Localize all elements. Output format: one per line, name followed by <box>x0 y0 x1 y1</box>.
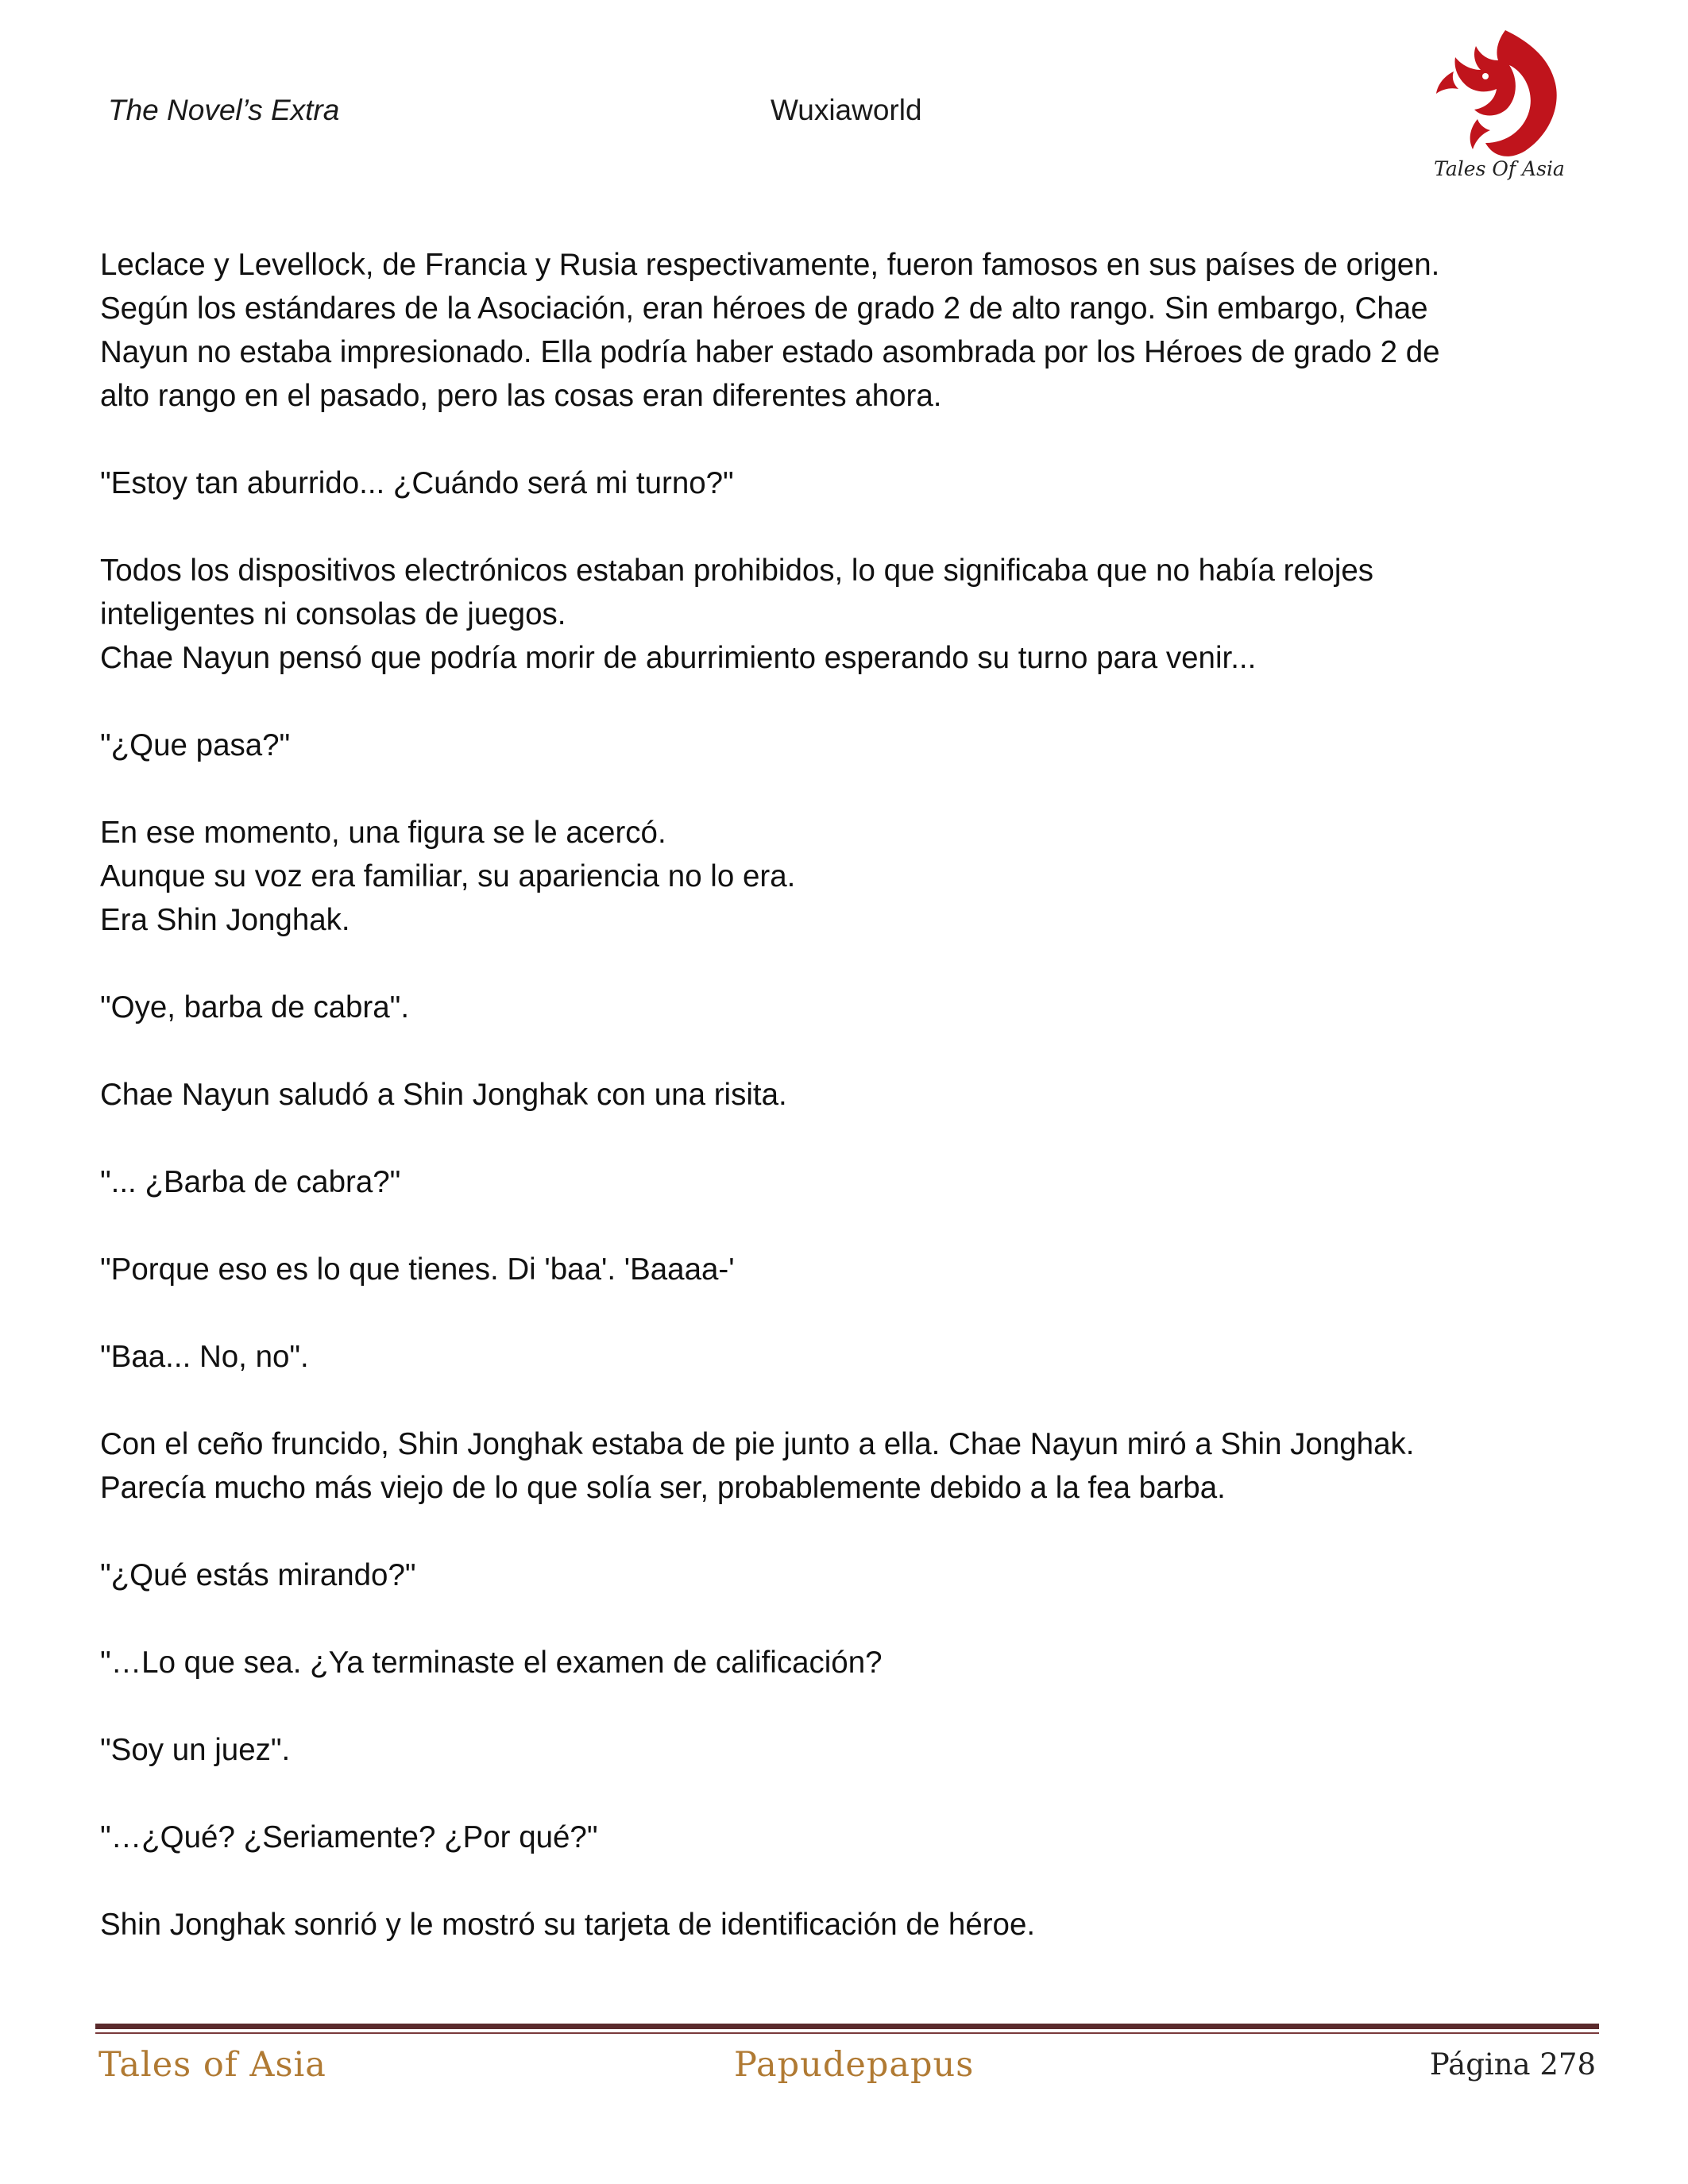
text-line: Según los estándares de la Asociación, eran héroes de grado 2 de alto rango. Sin embargo, Chae <box>100 291 1428 326</box>
text-line: Chae Nayun saludó a Shin Jonghak con una risita. <box>100 1078 787 1112</box>
text-line: Todos los dispositivos electrónicos estaban prohibidos, lo que significaba que no había relojes <box>100 554 1374 588</box>
text-line: Aunque su voz era familiar, su apariencia no lo era. <box>100 859 796 893</box>
text-line: "Baa... No, no". <box>100 1340 309 1374</box>
text-line: En ese momento, una figura se le acercó. <box>100 816 666 850</box>
text-line: Nayun no estaba impresionado. Ella podría haber estado asombrada por los Héroes de grado 2 de <box>100 335 1440 369</box>
tales-of-asia-logo <box>1430 24 1569 187</box>
text-line: "…¿Qué? ¿Seriamente? ¿Por qué?" <box>100 1820 598 1854</box>
footer-publisher: Tales of Asia <box>98 2045 326 2085</box>
text-line: "…Lo que sea. ¿Ya terminaste el examen de calificación? <box>100 1646 883 1680</box>
page-number: Página 278 <box>1429 2047 1596 2082</box>
text-line: "Porque eso es lo que tienes. Di 'baa'. 'Baaaa-' <box>100 1252 735 1287</box>
novel-title: The Novel’s Extra <box>108 94 340 126</box>
text-line: inteligentes ni consolas de juegos. <box>100 597 566 631</box>
text-line: "¿Que pasa?" <box>100 728 291 762</box>
text-line: "... ¿Barba de cabra?" <box>100 1165 401 1199</box>
footer-translator: Papudepapus <box>734 2045 975 2085</box>
text-line: Con el ceño fruncido, Shin Jonghak estaba de pie junto a ella. Chae Nayun miró a Shin Jonghak. <box>100 1427 1415 1461</box>
text-line: Parecía mucho más viejo de lo que solía ser, probablemente debido a la fea barba. <box>100 1471 1226 1505</box>
text-line: "Estoy tan aburrido... ¿Cuándo será mi turno?" <box>100 466 734 500</box>
text-line: Chae Nayun pensó que podría morir de aburrimiento esperando su turno para venir... <box>100 641 1257 675</box>
logo-text: Tales Of Asia <box>1434 157 1565 180</box>
text-line: "Oye, barba de cabra". <box>100 990 410 1024</box>
text-line: Leclace y Levellock, de Francia y Rusia respectivamente, fueron famosos en sus países de origen. <box>100 248 1440 282</box>
source-site: Wuxiaworld <box>771 94 922 126</box>
text-line: Era Shin Jonghak. <box>100 903 350 937</box>
text-line: "¿Qué estás mirando?" <box>100 1558 416 1592</box>
text-line: alto rango en el pasado, pero las cosas eran diferentes ahora. <box>100 379 942 413</box>
footer-rule-thin <box>95 2032 1599 2034</box>
text-line: "Soy un juez". <box>100 1733 291 1767</box>
dragon-icon <box>1430 24 1569 159</box>
footer-rule <box>95 2024 1599 2029</box>
text-line: Shin Jonghak sonrió y le mostró su tarjeta de identificación de héroe. <box>100 1908 1036 1942</box>
chapter-body <box>100 243 1578 1947</box>
